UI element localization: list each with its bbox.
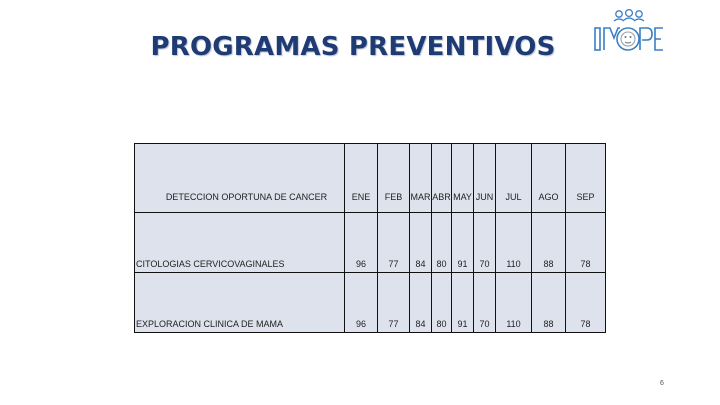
table-cell: 96 [345, 273, 378, 333]
table-cell: 80 [432, 213, 452, 273]
table-cell: 70 [474, 213, 496, 273]
month-header-jul: JUL [496, 144, 532, 213]
table-cell: 84 [410, 273, 432, 333]
month-header-jun: JUN [474, 144, 496, 213]
row-label: CITOLOGIAS CERVICOVAGINALES [135, 213, 345, 273]
table-cell: 80 [432, 273, 452, 333]
table-cell: 78 [566, 273, 606, 333]
table-cell: 84 [410, 213, 432, 273]
impe-logo [592, 8, 666, 56]
cancer-detection-table [134, 143, 606, 333]
table-cell: 110 [496, 273, 532, 333]
page-title-text: PROGRAMAS PREVENTIVOS [150, 32, 556, 62]
cancer-detection-table-container [134, 143, 605, 333]
table-cell: 88 [532, 273, 566, 333]
table-cell: 77 [378, 273, 410, 333]
table-header-row [135, 144, 606, 213]
table-cell: 91 [452, 273, 474, 333]
table-cell: 77 [378, 213, 410, 273]
month-header-ene: ENE [345, 144, 378, 213]
month-header-abr: ABR [432, 144, 452, 213]
table-cell: 78 [566, 213, 606, 273]
table-row [135, 213, 606, 273]
table-row [135, 273, 606, 333]
row-label: EXPLORACION CLINICA DE MAMA [135, 273, 345, 333]
table-header-label: DETECCION OPORTUNA DE CANCER [135, 144, 345, 213]
month-header-sep: SEP [566, 144, 606, 213]
impe-logo-icon [592, 8, 666, 56]
month-header-may: MAY [452, 144, 474, 213]
table-cell: 110 [496, 213, 532, 273]
table-cell: 91 [452, 213, 474, 273]
table-cell: 88 [532, 213, 566, 273]
page-number: 6 [660, 380, 664, 387]
month-header-ago: AGO [532, 144, 566, 213]
month-header-feb: FEB [378, 144, 410, 213]
table-cell: 96 [345, 213, 378, 273]
table-cell: 70 [474, 273, 496, 333]
month-header-mar: MAR [410, 144, 432, 213]
